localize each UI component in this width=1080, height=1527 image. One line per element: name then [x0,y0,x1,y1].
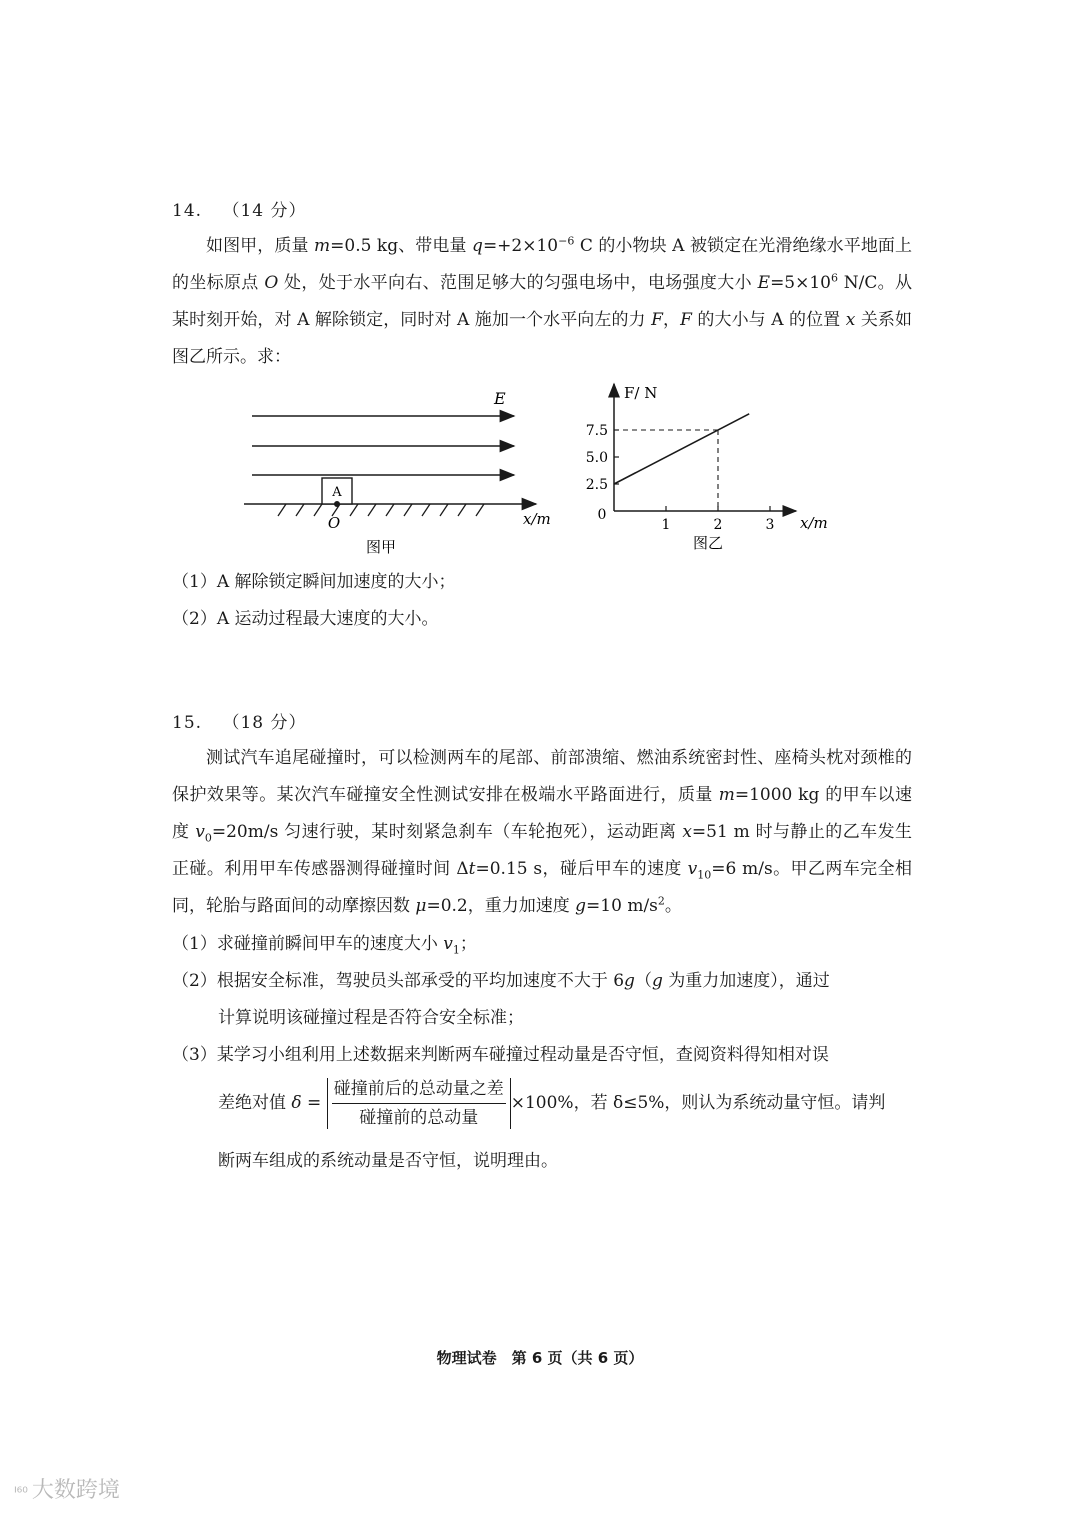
q14-points: （14 分） [222,201,307,221]
ground-hatch [278,504,484,516]
field-label: E [494,389,506,408]
x-tick-label-3: 3 [765,517,775,533]
q14-number: 14. [172,201,203,221]
caption-a: 图甲 [365,538,397,556]
q15-points: （18 分） [222,713,307,733]
x-tick-label-2: 2 [713,517,723,533]
origin-dot [334,501,340,507]
figure-a [230,380,570,560]
q15-header [172,708,307,733]
y-tick-label-2.5: 2.5 [585,477,608,493]
q14-sub-1: （1）A 解除锁定瞬间加速度的大小； [172,572,456,592]
page-footer: 物理试卷 第 6 页（共 6 页） [436,1349,644,1367]
series-line-F [614,414,749,484]
watermark-logo-icon: ᑊ⁶⁰ [14,1485,28,1501]
block-label: A [332,485,342,500]
watermark: ᑊ⁶⁰ 大数跨境 [14,1478,120,1503]
y-tick-label-5.0: 5.0 [585,450,608,466]
q15-formula: 差绝对值 δ = $\frac{\text{碰撞前后的总动量之差}}{\text{碰撞前的总动量}}$ ×100%，若 δ≤5%，则认为系统动量守恒。请判 [218,1079,886,1128]
q15-sub-2: （2）根据安全标准，驾驶员头部承受的平均加速度不大于 6g（g 为重力加速度），通过 计算说明该碰撞过程是否符合安全标准； [172,971,830,1028]
x-tick-label-1: 1 [661,517,671,533]
error-fraction [327,1078,511,1129]
origin-label: O [327,514,341,532]
q15-stem: 测试汽车追尾碰撞时，可以检测两车的尾部、前部溃缩、燃油系统密封性、座椅头枕对颈椎的保护效果等。某次汽车碰撞安全性测试安排在极端水平路面进行，质量 m=1000 kg 的甲车以速度 $v_0=20m/s$ 匀速行驶，某时刻紧急刹车（车轮抱死），运动距离 x=51 m 时与静止的乙车发生正碰。利用甲车传感器测得碰撞时间 Δt=0.15 s，碰后甲车的速度 $v_{10}=6$ m/s。甲乙两车完全相同，轮胎与路面间的动摩擦因数 μ=0.2，重力加速度 g=10 $m/s^2$。 [172,748,913,916]
q14-header [172,196,307,221]
q15-sub-1: （1）求碰撞前瞬间甲车的速度大小 $v_1$； [172,934,477,957]
caption-b: 图乙 [692,534,724,552]
fraction-denominator: 碰撞前的总动量 [359,1108,479,1128]
q15-number: 15. [172,713,203,733]
q14-sub-2: （2）A 运动过程最大速度的大小。 [172,609,439,629]
x-axis-label: x/m [800,514,828,532]
fraction-numerator: 碰撞前后的总动量之差 [332,1078,506,1104]
figure-b-chart [580,376,840,560]
axis-label: x/m [523,510,551,528]
origin-label: 0 [597,507,607,523]
y-axis-label: F/ N [624,384,658,402]
q14-stem: 如图甲，质量 m=0.5 kg、带电量 $q=+2\times 10^{-6}$ C 的小物块 A 被锁定在光滑绝缘水平地面上的坐标原点 O 处，处于水平向右、范围足够大的匀强电场中，电场强度大小 $E=5\times 10^6$ N/C。从某时刻开始，对 A 解除锁定，同时对 A 施加一个水平向左的力 F，F 的大小与 A 的位置 x 关系如图乙所示。求： [172,234,913,367]
y-tick-label-7.5: 7.5 [585,423,608,439]
q15-sub-3-line3: 断两车组成的系统动量是否守恒，说明理由。 [218,1151,558,1171]
q15-sub-3: （3）某学习小组利用上述数据来判断两车碰撞过程动量是否守恒，查阅资料得知相对误 [172,1045,829,1065]
